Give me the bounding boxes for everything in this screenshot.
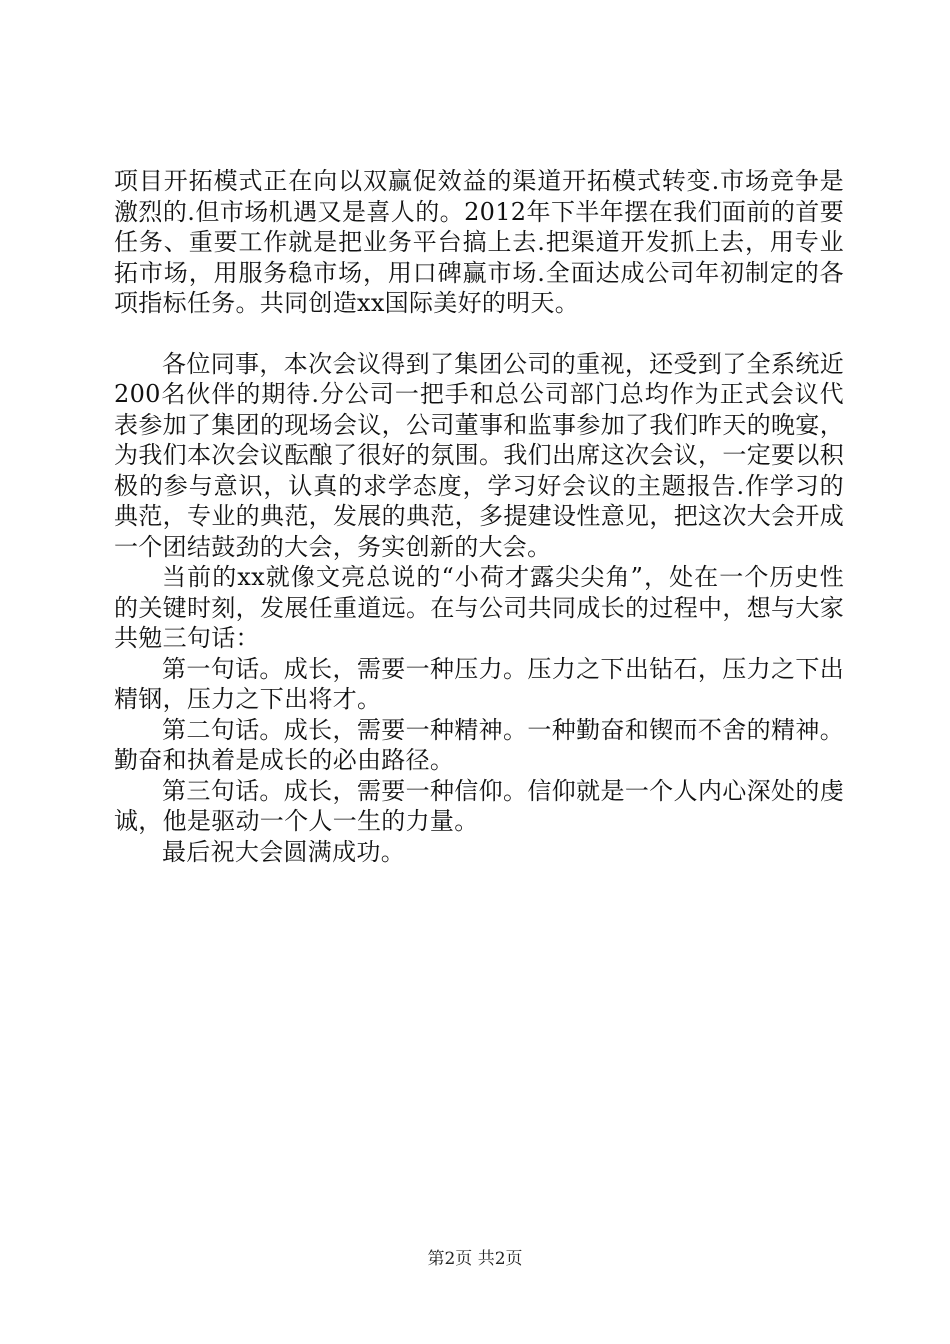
page-number-footer: 第2页 共2页 bbox=[427, 1249, 523, 1269]
paragraph-third-saying: 第三句话。成长，需要一种信仰。信仰就是一个人内心深处的虔诚，他是驱动一个人一生的力量。 bbox=[114, 776, 844, 835]
document-body bbox=[114, 166, 844, 867]
paragraph-continuation: 项目开拓模式正在向以双赢促效益的渠道开拓模式转变.市场竞争是激烈的.但市场机遇又是喜人的。2012年下半年摆在我们面前的首要任务、重要工作就是把业务平台搞上去.把渠道开发抓上去，用专业拓市场，用服务稳市场，用口碑赢市场.全面达成公司年初制定的各项指标任务。共同创造xx国际美好的明天。 bbox=[114, 167, 844, 317]
paragraph-current-status: 当前的xx就像文亮总说的“小荷才露尖尖角”，处在一个历史性的关键时刻，发展任重道远。在与公司共同成长的过程中，想与大家共勉三句话： bbox=[114, 563, 844, 652]
paragraph-first-saying: 第一句话。成长，需要一种压力。压力之下出钻石，压力之下出精钢，压力之下出将才。 bbox=[114, 654, 844, 713]
paragraph-meeting: 各位同事，本次会议得到了集团公司的重视，还受到了全系统近200名伙伴的期待.分公司一把手和总公司部门总均作为正式会议代表参加了集团的现场会议，公司董事和监事参加了我们昨天的晚宴，为我们本次会议酝酿了很好的氛围。我们出席这次会议，一定要以积极的参与意识，认真的求学态度，学习好会议的主题报告.作学习的典范，专业的典范，发展的典范，多提建设性意见，把这次大会开成一个团结鼓劲的大会，务实创新的大会。 bbox=[114, 349, 844, 561]
paragraph-closing: 最后祝大会圆满成功。 bbox=[162, 837, 405, 866]
paragraph-second-saying: 第二句话。成长，需要一种精神。一种勤奋和锲而不舍的精神。勤奋和执着是成长的必由路径。 bbox=[114, 715, 844, 774]
